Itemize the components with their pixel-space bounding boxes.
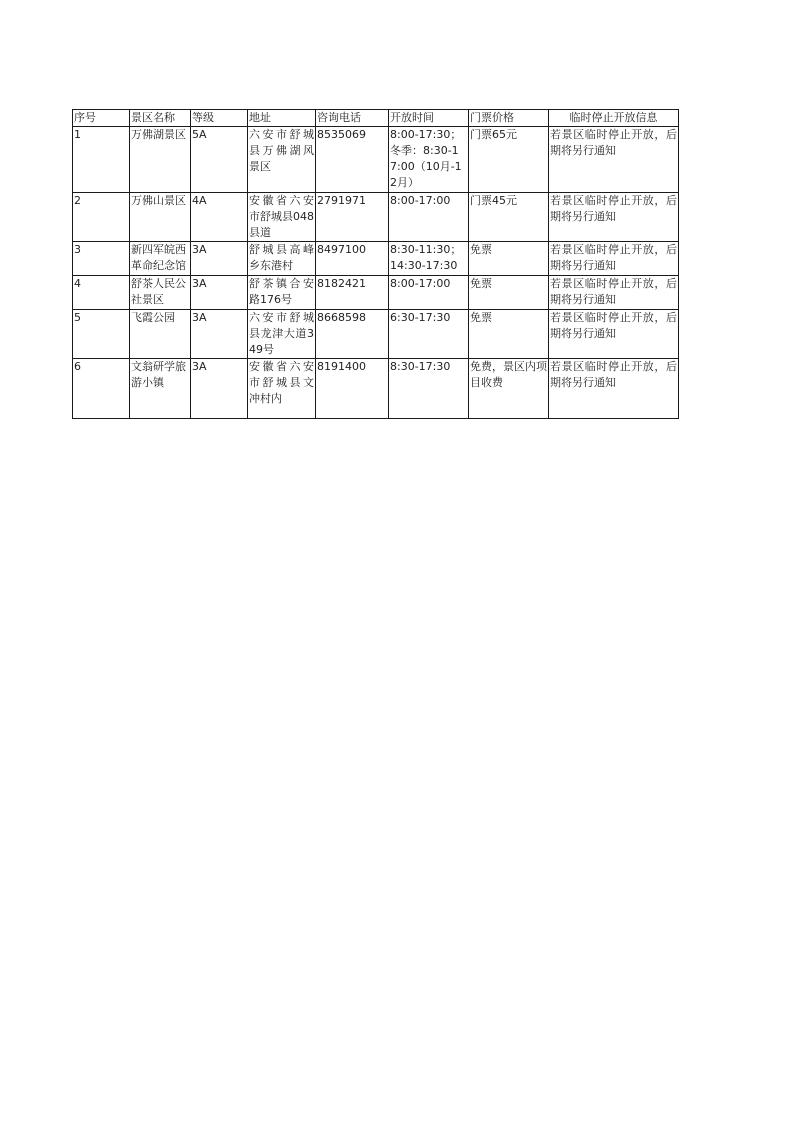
col-header-price: 门票价格 [469,110,549,127]
cell-notice: 若景区临时停止开放，后期将另行通知 [549,310,679,359]
cell-address: 舒茶镇合安路176号 [248,276,316,310]
cell-name: 万佛湖景区 [130,127,191,193]
cell-price: 免票 [469,242,549,276]
table-row [73,242,679,276]
col-header-level: 等级 [191,110,248,127]
cell-level: 3A [191,242,248,276]
cell-notice: 若景区临时停止开放，后期将另行通知 [549,242,679,276]
cell-phone: 8535069 [316,127,389,193]
table-row [73,127,679,193]
cell-phone: 8497100 [316,242,389,276]
cell-address: 六安市舒城县万佛湖风景区 [248,127,316,193]
table-row [73,310,679,359]
table-row [73,193,679,242]
cell-price: 免票 [469,276,549,310]
cell-notice: 若景区临时停止开放，后期将另行通知 [549,276,679,310]
cell-name: 舒茶人民公社景区 [130,276,191,310]
cell-notice: 若景区临时停止开放，后期将另行通知 [549,359,679,419]
cell-notice: 若景区临时停止开放，后期将另行通知 [549,193,679,242]
col-header-name: 景区名称 [130,110,191,127]
cell-no: 2 [73,193,130,242]
cell-address: 六安市舒城县龙津大道349号 [248,310,316,359]
table-row [73,276,679,310]
cell-price: 门票65元 [469,127,549,193]
cell-name: 飞霞公园 [130,310,191,359]
cell-no: 6 [73,359,130,419]
table-header-row [73,110,679,127]
cell-hours: 8:30-11:30；14:30-17:30 [389,242,469,276]
cell-price: 免费，景区内项目收费 [469,359,549,419]
cell-no: 5 [73,310,130,359]
cell-hours: 8:00-17:30；冬季：8:30-17:00（10月-12月） [389,127,469,193]
scenic-spots-table [72,109,679,419]
cell-no: 1 [73,127,130,193]
cell-hours: 8:30-17:30 [389,359,469,419]
cell-level: 5A [191,127,248,193]
cell-no: 3 [73,242,130,276]
cell-price: 免票 [469,310,549,359]
cell-name: 新四军皖西革命纪念馆 [130,242,191,276]
cell-phone: 8191400 [316,359,389,419]
table-row [73,359,679,419]
cell-name: 文翁研学旅游小镇 [130,359,191,419]
cell-price: 门票45元 [469,193,549,242]
cell-hours: 6:30-17:30 [389,310,469,359]
col-header-no: 序号 [73,110,130,127]
cell-address: 安徽省六安市舒城县文冲村内 [248,359,316,419]
cell-address: 安徽省六安市舒城县048县道 [248,193,316,242]
cell-hours: 8:00-17:00 [389,276,469,310]
cell-hours: 8:00-17:00 [389,193,469,242]
cell-notice: 若景区临时停止开放，后期将另行通知 [549,127,679,193]
cell-no: 4 [73,276,130,310]
scenic-spots-sheet [72,109,678,419]
cell-level: 3A [191,276,248,310]
cell-level: 3A [191,310,248,359]
col-header-phone: 咨询电话 [316,110,389,127]
cell-name: 万佛山景区 [130,193,191,242]
col-header-address: 地址 [248,110,316,127]
col-header-notice: 临时停止开放信息 [549,110,679,127]
col-header-hours: 开放时间 [389,110,469,127]
cell-phone: 8668598 [316,310,389,359]
cell-level: 3A [191,359,248,419]
cell-phone: 8182421 [316,276,389,310]
cell-address: 舒城县高峰乡东港村 [248,242,316,276]
cell-level: 4A [191,193,248,242]
cell-phone: 2791971 [316,193,389,242]
